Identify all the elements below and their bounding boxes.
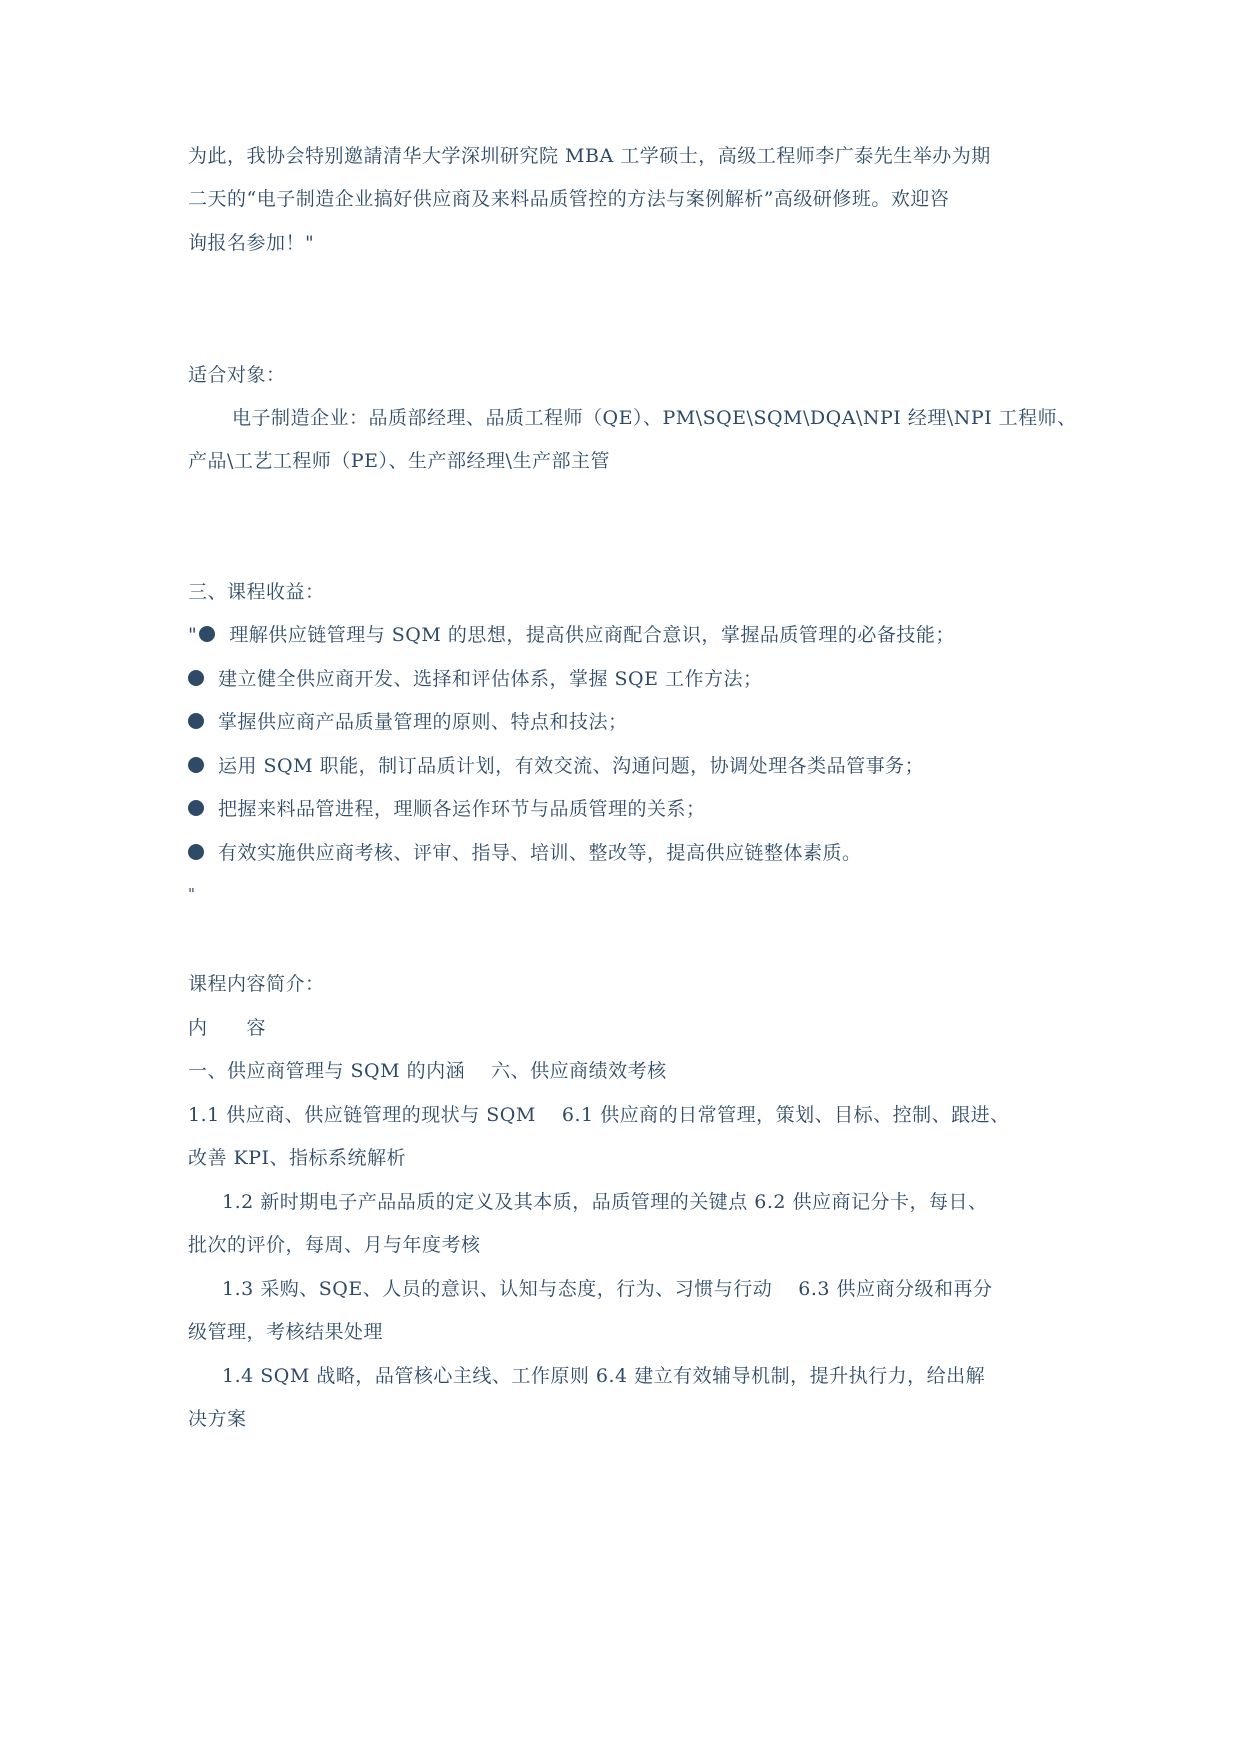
benefit-item-3 bbox=[188, 708, 628, 736]
content-row-2a: 1.1 供应商、供应链管理的现状与 SQM 6.1 供应商的日常管理，策划、目标、控制、跟进、 bbox=[188, 1104, 1010, 1126]
bullet-icon bbox=[188, 844, 204, 860]
content-subheading: 内 容 bbox=[188, 1017, 267, 1039]
audience-line-1: 电子制造企业：品质部经理、品质工程师（QE）、PM\SQE\SQM\DQA\NPI 经理\NPI 工程师、 bbox=[232, 407, 1077, 429]
bullet-icon bbox=[188, 757, 204, 773]
content-heading: 课程内容简介： bbox=[188, 973, 325, 995]
benefit-item-1-text: 理解供应链管理与 SQM 的思想，提高供应商配合意识，掌握品质管理的必备技能； bbox=[229, 624, 955, 646]
content-row-5a: 1.4 SQM 战略，品管核心主线、工作原则 6.4 建立有效辅导机制，提升执行力，给出解 bbox=[222, 1365, 986, 1387]
benefit-item-1 bbox=[188, 621, 955, 649]
bullet-icon bbox=[188, 800, 204, 816]
audience-heading: 适合对象： bbox=[188, 364, 286, 386]
bullet-icon bbox=[188, 713, 204, 729]
content-row-5b: 决方案 bbox=[188, 1408, 247, 1430]
content-row-3a: 1.2 新时期电子产品品质的定义及其本质，品质管理的关键点 6.2 供应商记分卡，每日、 bbox=[222, 1191, 988, 1213]
benefit-item-3-text: 掌握供应商产品质量管理的原则、特点和技法； bbox=[218, 711, 628, 733]
content-row-4b: 级管理，考核结果处理 bbox=[188, 1321, 384, 1343]
benefit-item-6-text: 有效实施供应商考核、评审、指导、培训、整改等，提高供应链整体素质。 bbox=[218, 842, 862, 864]
benefit-item-6 bbox=[188, 839, 862, 867]
benefit-item-5-text: 把握来料品管进程，理顺各运作环节与品质管理的关系； bbox=[218, 798, 706, 820]
benefits-heading: 三、课程收益： bbox=[188, 581, 325, 603]
content-row-2b: 改善 KPI、指标系统解析 bbox=[188, 1147, 407, 1169]
close-quote: " bbox=[188, 885, 196, 903]
intro-line-1: 为此，我协会特别邀請清华大学深圳研究院 MBA 工学硕士，高级工程师李广泰先生举办为期 bbox=[188, 145, 991, 167]
benefit-item-4-text: 运用 SQM 职能，制订品质计划，有效交流、沟通问题，协调处理各类品管事务； bbox=[218, 755, 925, 777]
content-row-3b: 批次的评价，每周、月与年度考核 bbox=[188, 1234, 481, 1256]
intro-line-3: 询报名参加！" bbox=[188, 232, 315, 254]
benefit-item-2-text: 建立健全供应商开发、选择和评估体系，掌握 SQE 工作方法； bbox=[218, 668, 763, 690]
bullet-icon bbox=[199, 626, 215, 642]
bullet-icon bbox=[188, 670, 204, 686]
benefit-item-4 bbox=[188, 752, 924, 780]
audience-line-2: 产品\工艺工程师（PE）、生产部经理\生产部主管 bbox=[188, 450, 610, 472]
open-quote: " bbox=[188, 624, 198, 646]
benefit-item-5 bbox=[188, 795, 706, 823]
content-row-4a: 1.3 采购、SQE、人员的意识、认知与态度，行为、习惯与行动 6.3 供应商分级和再分 bbox=[222, 1278, 993, 1300]
benefit-item-2 bbox=[188, 665, 763, 693]
intro-line-2: 二天的“电子制造企业搞好供应商及来料品质管控的方法与案例解析”高级研修班。欢迎咨 bbox=[188, 188, 950, 210]
content-row-1: 一、供应商管理与 SQM 的内涵 六、供应商绩效考核 bbox=[188, 1060, 667, 1082]
